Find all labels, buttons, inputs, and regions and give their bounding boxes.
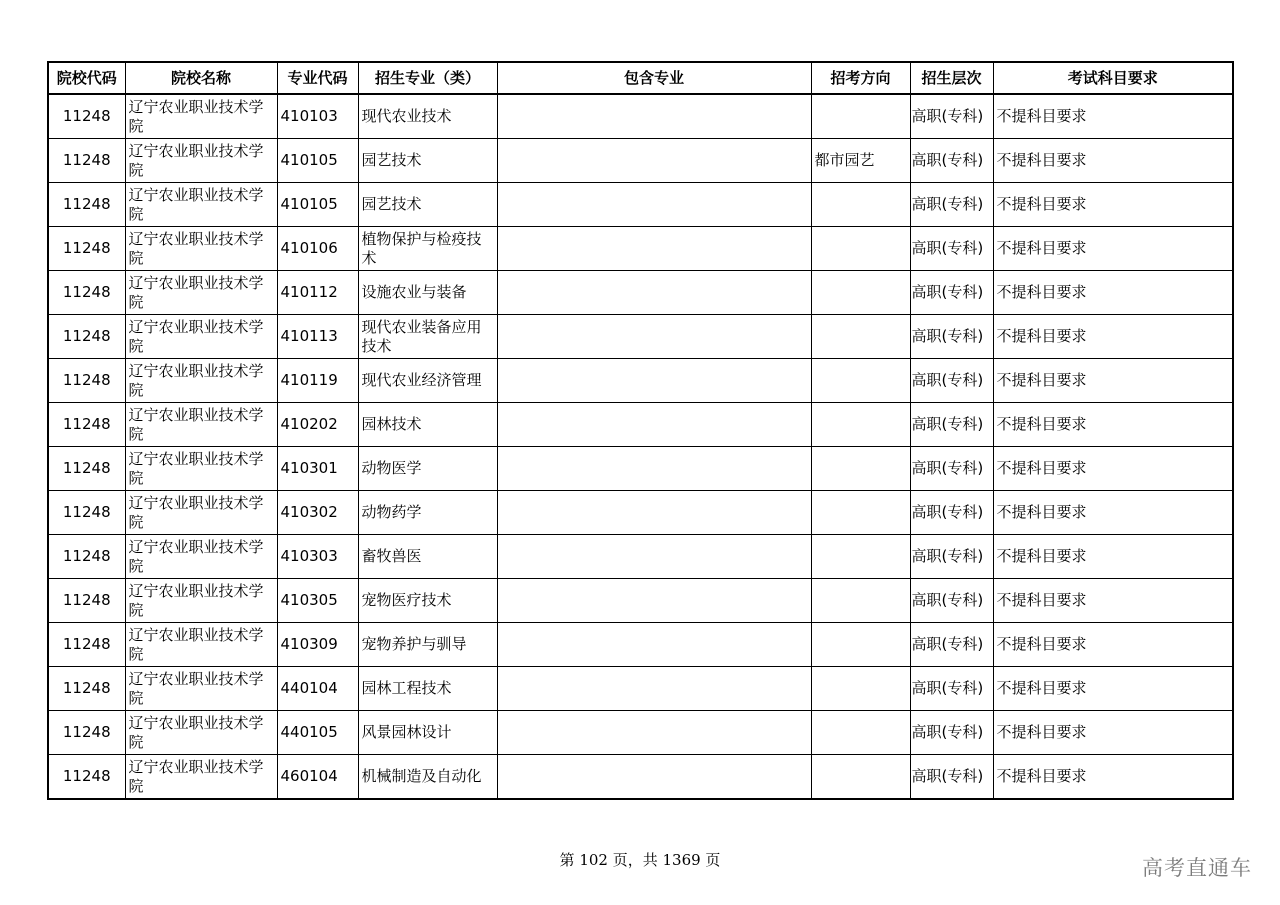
school-code-cell: 11248 [48, 94, 125, 139]
table-row [48, 667, 1233, 711]
major-code-cell: 410303 [277, 535, 358, 579]
level-cell: 高职(专科) [910, 447, 993, 491]
major-cell: 现代农业装备应用技术 [358, 315, 497, 359]
level-cell: 高职(专科) [910, 271, 993, 315]
requirement-cell: 不提科目要求 [993, 94, 1233, 139]
direction-cell [811, 183, 910, 227]
included-majors-cell [497, 755, 811, 800]
major-code-cell: 410103 [277, 94, 358, 139]
requirement-cell: 不提科目要求 [993, 359, 1233, 403]
direction-cell [811, 271, 910, 315]
column-header: 院校代码 [48, 62, 125, 94]
requirement-cell: 不提科目要求 [993, 755, 1233, 800]
major-code-cell: 410202 [277, 403, 358, 447]
included-majors-cell [497, 491, 811, 535]
table-row [48, 94, 1233, 139]
included-majors-cell [497, 447, 811, 491]
school-name-cell: 辽宁农业职业技术学院 [125, 447, 277, 491]
included-majors-cell [497, 711, 811, 755]
school-code-cell: 11248 [48, 711, 125, 755]
included-majors-cell [497, 227, 811, 271]
requirement-cell: 不提科目要求 [993, 315, 1233, 359]
level-cell: 高职(专科) [910, 755, 993, 800]
table-row [48, 359, 1233, 403]
school-code-cell: 11248 [48, 359, 125, 403]
major-cell: 现代农业经济管理 [358, 359, 497, 403]
included-majors-cell [497, 271, 811, 315]
table-header [48, 62, 1233, 94]
included-majors-cell [497, 403, 811, 447]
school-code-cell: 11248 [48, 491, 125, 535]
school-name-cell: 辽宁农业职业技术学院 [125, 755, 277, 800]
school-name-cell: 辽宁农业职业技术学院 [125, 579, 277, 623]
major-cell: 机械制造及自动化 [358, 755, 497, 800]
major-cell: 园艺技术 [358, 183, 497, 227]
direction-cell [811, 359, 910, 403]
level-cell: 高职(专科) [910, 535, 993, 579]
major-cell: 宠物养护与驯导 [358, 623, 497, 667]
column-header: 招考方向 [811, 62, 910, 94]
direction-cell [811, 579, 910, 623]
major-code-cell: 410119 [277, 359, 358, 403]
table-row [48, 227, 1233, 271]
direction-cell [811, 491, 910, 535]
level-cell: 高职(专科) [910, 227, 993, 271]
requirement-cell: 不提科目要求 [993, 139, 1233, 183]
level-cell: 高职(专科) [910, 359, 993, 403]
requirement-cell: 不提科目要求 [993, 227, 1233, 271]
requirement-cell: 不提科目要求 [993, 535, 1233, 579]
included-majors-cell [497, 535, 811, 579]
school-name-cell: 辽宁农业职业技术学院 [125, 94, 277, 139]
direction-cell [811, 447, 910, 491]
included-majors-cell [497, 579, 811, 623]
requirement-cell: 不提科目要求 [993, 711, 1233, 755]
major-code-cell: 410113 [277, 315, 358, 359]
requirement-cell: 不提科目要求 [993, 579, 1233, 623]
school-name-cell: 辽宁农业职业技术学院 [125, 139, 277, 183]
included-majors-cell [497, 623, 811, 667]
table-row [48, 447, 1233, 491]
admissions-table [47, 61, 1234, 800]
major-cell: 园林技术 [358, 403, 497, 447]
school-code-cell: 11248 [48, 447, 125, 491]
school-code-cell: 11248 [48, 755, 125, 800]
school-code-cell: 11248 [48, 403, 125, 447]
column-header: 专业代码 [277, 62, 358, 94]
major-code-cell: 410112 [277, 271, 358, 315]
direction-cell [811, 755, 910, 800]
level-cell: 高职(专科) [910, 667, 993, 711]
school-code-cell: 11248 [48, 139, 125, 183]
school-name-cell: 辽宁农业职业技术学院 [125, 403, 277, 447]
major-code-cell: 410301 [277, 447, 358, 491]
major-cell: 现代农业技术 [358, 94, 497, 139]
school-code-cell: 11248 [48, 183, 125, 227]
major-code-cell: 410309 [277, 623, 358, 667]
direction-cell [811, 711, 910, 755]
table-row [48, 755, 1233, 800]
school-name-cell: 辽宁农业职业技术学院 [125, 491, 277, 535]
direction-cell [811, 667, 910, 711]
school-name-cell: 辽宁农业职业技术学院 [125, 623, 277, 667]
table-row [48, 183, 1233, 227]
requirement-cell: 不提科目要求 [993, 491, 1233, 535]
table-row [48, 623, 1233, 667]
requirement-cell: 不提科目要求 [993, 667, 1233, 711]
school-code-cell: 11248 [48, 623, 125, 667]
school-code-cell: 11248 [48, 667, 125, 711]
included-majors-cell [497, 139, 811, 183]
school-code-cell: 11248 [48, 535, 125, 579]
direction-cell [811, 535, 910, 579]
major-cell: 动物医学 [358, 447, 497, 491]
level-cell: 高职(专科) [910, 94, 993, 139]
watermark-text: 高考直通车 [1142, 856, 1252, 880]
major-cell: 宠物医疗技术 [358, 579, 497, 623]
school-code-cell: 11248 [48, 227, 125, 271]
major-code-cell: 460104 [277, 755, 358, 800]
column-header: 考试科目要求 [993, 62, 1233, 94]
table-row [48, 491, 1233, 535]
direction-cell [811, 315, 910, 359]
table-row [48, 711, 1233, 755]
level-cell: 高职(专科) [910, 403, 993, 447]
major-cell: 动物药学 [358, 491, 497, 535]
major-code-cell: 410302 [277, 491, 358, 535]
requirement-cell: 不提科目要求 [993, 271, 1233, 315]
major-code-cell: 440104 [277, 667, 358, 711]
requirement-cell: 不提科目要求 [993, 403, 1233, 447]
requirement-cell: 不提科目要求 [993, 183, 1233, 227]
direction-cell [811, 403, 910, 447]
school-name-cell: 辽宁农业职业技术学院 [125, 535, 277, 579]
major-cell: 园艺技术 [358, 139, 497, 183]
level-cell: 高职(专科) [910, 579, 993, 623]
column-header: 院校名称 [125, 62, 277, 94]
level-cell: 高职(专科) [910, 491, 993, 535]
column-header: 招生专业（类） [358, 62, 497, 94]
school-code-cell: 11248 [48, 315, 125, 359]
major-cell: 设施农业与装备 [358, 271, 497, 315]
requirement-cell: 不提科目要求 [993, 623, 1233, 667]
major-code-cell: 410305 [277, 579, 358, 623]
direction-cell [811, 94, 910, 139]
direction-cell [811, 623, 910, 667]
school-code-cell: 11248 [48, 271, 125, 315]
school-name-cell: 辽宁农业职业技术学院 [125, 271, 277, 315]
table-row [48, 403, 1233, 447]
major-cell: 风景园林设计 [358, 711, 497, 755]
school-name-cell: 辽宁农业职业技术学院 [125, 183, 277, 227]
table-row [48, 139, 1233, 183]
major-code-cell: 440105 [277, 711, 358, 755]
level-cell: 高职(专科) [910, 315, 993, 359]
column-header: 招生层次 [910, 62, 993, 94]
school-code-cell: 11248 [48, 579, 125, 623]
school-name-cell: 辽宁农业职业技术学院 [125, 359, 277, 403]
requirement-cell: 不提科目要求 [993, 447, 1233, 491]
included-majors-cell [497, 667, 811, 711]
page-number-footer: 第 102 页，共 1369 页 [559, 851, 721, 869]
school-name-cell: 辽宁农业职业技术学院 [125, 315, 277, 359]
school-name-cell: 辽宁农业职业技术学院 [125, 227, 277, 271]
column-header: 包含专业 [497, 62, 811, 94]
included-majors-cell [497, 359, 811, 403]
school-name-cell: 辽宁农业职业技术学院 [125, 667, 277, 711]
table-row [48, 579, 1233, 623]
table-row [48, 271, 1233, 315]
school-name-cell: 辽宁农业职业技术学院 [125, 711, 277, 755]
header-row [48, 62, 1233, 94]
direction-cell [811, 227, 910, 271]
major-code-cell: 410105 [277, 139, 358, 183]
included-majors-cell [497, 94, 811, 139]
level-cell: 高职(专科) [910, 623, 993, 667]
major-cell: 畜牧兽医 [358, 535, 497, 579]
major-code-cell: 410106 [277, 227, 358, 271]
table-body [48, 94, 1233, 799]
major-code-cell: 410105 [277, 183, 358, 227]
included-majors-cell [497, 183, 811, 227]
included-majors-cell [497, 315, 811, 359]
level-cell: 高职(专科) [910, 711, 993, 755]
major-cell: 植物保护与检疫技术 [358, 227, 497, 271]
major-cell: 园林工程技术 [358, 667, 497, 711]
level-cell: 高职(专科) [910, 183, 993, 227]
direction-cell: 都市园艺 [811, 139, 910, 183]
level-cell: 高职(专科) [910, 139, 993, 183]
table-row [48, 535, 1233, 579]
table-row [48, 315, 1233, 359]
